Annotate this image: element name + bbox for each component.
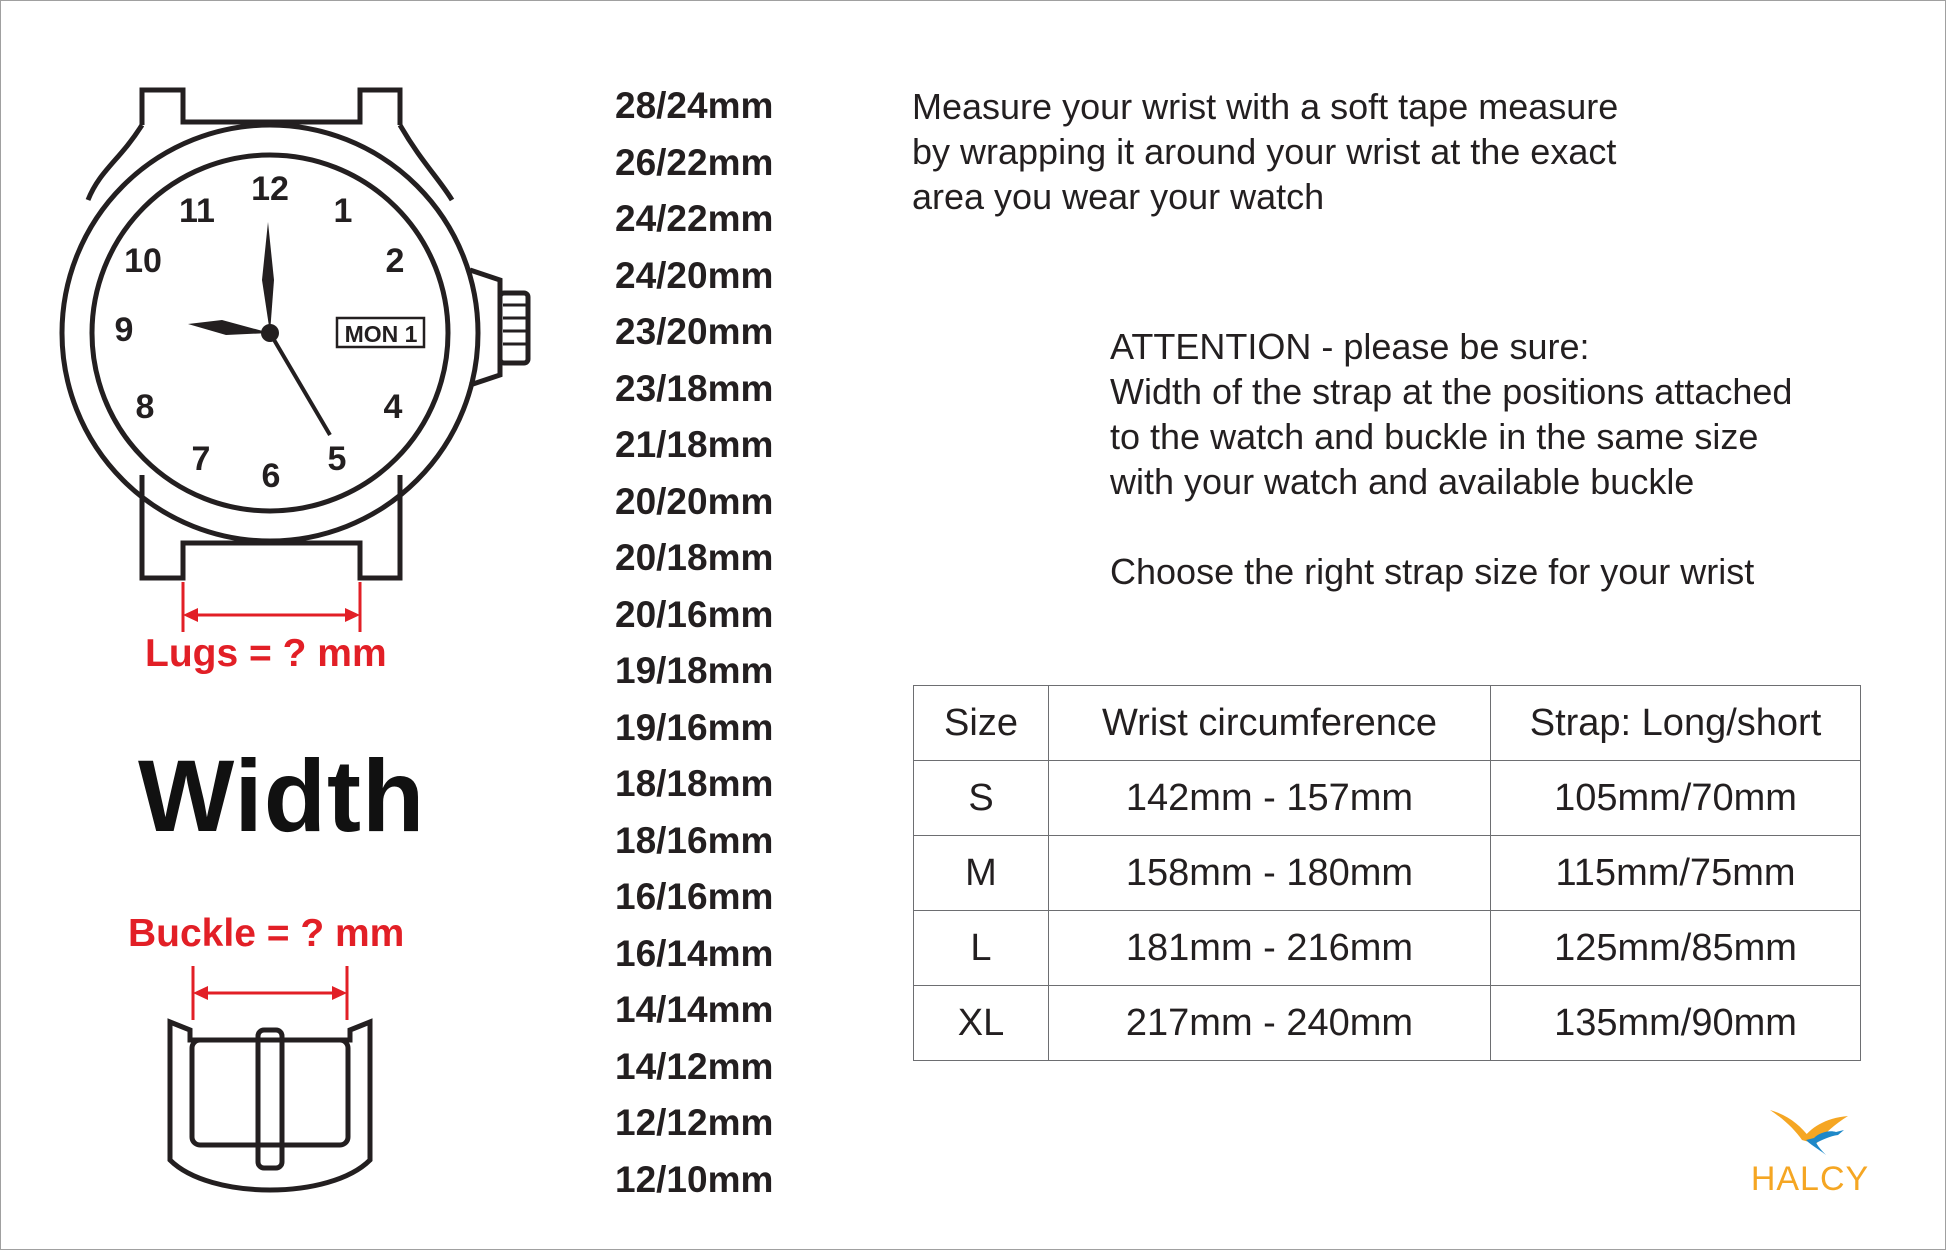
table-cell: 158mm - 180mm	[1049, 836, 1491, 911]
numeral: 8	[135, 388, 155, 426]
size-item: 14/14mm	[615, 989, 774, 1030]
lugs-label: Lugs = ? mm	[145, 632, 387, 675]
buckle-label: Buckle = ? mm	[128, 912, 405, 955]
table-row	[914, 986, 1861, 1061]
buckle-icon	[170, 1022, 370, 1190]
attention-notice	[1110, 324, 1930, 594]
table-cell: 135mm/90mm	[1491, 986, 1861, 1061]
center-pin	[261, 324, 279, 342]
instruction-line: Measure your wrist with a soft tape measure	[912, 86, 1619, 127]
instruction-line: by wrapping it around your wrist at the exact	[912, 131, 1617, 172]
watch-illustration	[0, 0, 560, 1250]
size-item: 19/18mm	[615, 650, 774, 691]
size-item: 19/16mm	[615, 706, 774, 748]
choose-text: Choose the right strap size for your wrist	[1110, 551, 1755, 592]
table-row	[914, 761, 1861, 836]
table-cell: 115mm/75mm	[1491, 836, 1861, 911]
instruction-line: area you wear your watch	[912, 176, 1325, 217]
table-row	[914, 911, 1861, 986]
attention-line: ATTENTION - please be sure:	[1110, 326, 1590, 367]
size-item: 12/10mm	[615, 1158, 774, 1200]
size-item: 12/12mm	[615, 1102, 774, 1143]
size-item: 23/18mm	[615, 367, 774, 409]
second-hand	[270, 333, 330, 435]
width-title: Width	[138, 739, 426, 853]
header-size: Size	[914, 686, 1049, 761]
numeral: 6	[261, 457, 281, 495]
table-cell: S	[914, 761, 1049, 836]
header-wrist: Wrist circumference	[1049, 686, 1491, 761]
size-item: 16/16mm	[615, 876, 774, 917]
table-cell: XL	[914, 986, 1049, 1061]
numeral: 12	[251, 170, 289, 208]
table-row	[914, 836, 1861, 911]
header-strap: Strap: Long/short	[1491, 686, 1861, 761]
strap-size-list	[615, 82, 773, 1212]
attention-line: to the watch and buckle in the same size	[1110, 416, 1759, 457]
minute-hand	[262, 222, 274, 333]
table-header-row	[914, 686, 1861, 761]
table-cell: L	[914, 911, 1049, 986]
size-item: 26/22mm	[615, 141, 774, 183]
brand-name: HALCY	[1750, 1160, 1870, 1198]
numeral: 1	[333, 192, 353, 230]
table-cell: 105mm/70mm	[1491, 761, 1861, 836]
table-cell: 125mm/85mm	[1491, 911, 1861, 986]
table-cell: M	[914, 836, 1049, 911]
numeral: 4	[383, 388, 403, 426]
size-item: 23/20mm	[615, 311, 774, 352]
table-cell: 181mm - 216mm	[1049, 911, 1491, 986]
size-item: 14/12mm	[615, 1045, 774, 1087]
size-item: 21/18mm	[615, 424, 774, 465]
size-item: 18/18mm	[615, 763, 774, 804]
numeral: 10	[124, 242, 162, 280]
hummingbird-icon	[1740, 1100, 1880, 1160]
attention-line: with your watch and available buckle	[1110, 461, 1695, 502]
case-left-top	[88, 125, 142, 200]
numeral: 7	[191, 440, 211, 478]
size-item: 24/20mm	[615, 254, 774, 296]
size-item: 20/18mm	[615, 537, 774, 578]
measure-instructions	[912, 84, 1812, 219]
size-item: 18/16mm	[615, 819, 774, 861]
hour-hand	[188, 320, 270, 335]
brand-logo	[1740, 1100, 1880, 1200]
size-item: 24/22mm	[615, 198, 774, 239]
date-text: MON 1	[344, 321, 418, 347]
size-item: 20/20mm	[615, 480, 774, 522]
top-lugs	[142, 90, 400, 125]
size-item: 20/16mm	[615, 593, 774, 635]
table-cell: 217mm - 240mm	[1049, 986, 1491, 1061]
numeral: 5	[327, 440, 347, 478]
size-item: 28/24mm	[615, 85, 774, 126]
attention-line: Width of the strap at the positions attached	[1110, 371, 1793, 412]
table-cell: 142mm - 157mm	[1049, 761, 1491, 836]
wrist-size-table	[913, 685, 1861, 1061]
numeral: 2	[385, 242, 405, 280]
numeral: 11	[179, 192, 215, 230]
numeral: 9	[114, 311, 134, 349]
size-item: 16/14mm	[615, 932, 774, 974]
